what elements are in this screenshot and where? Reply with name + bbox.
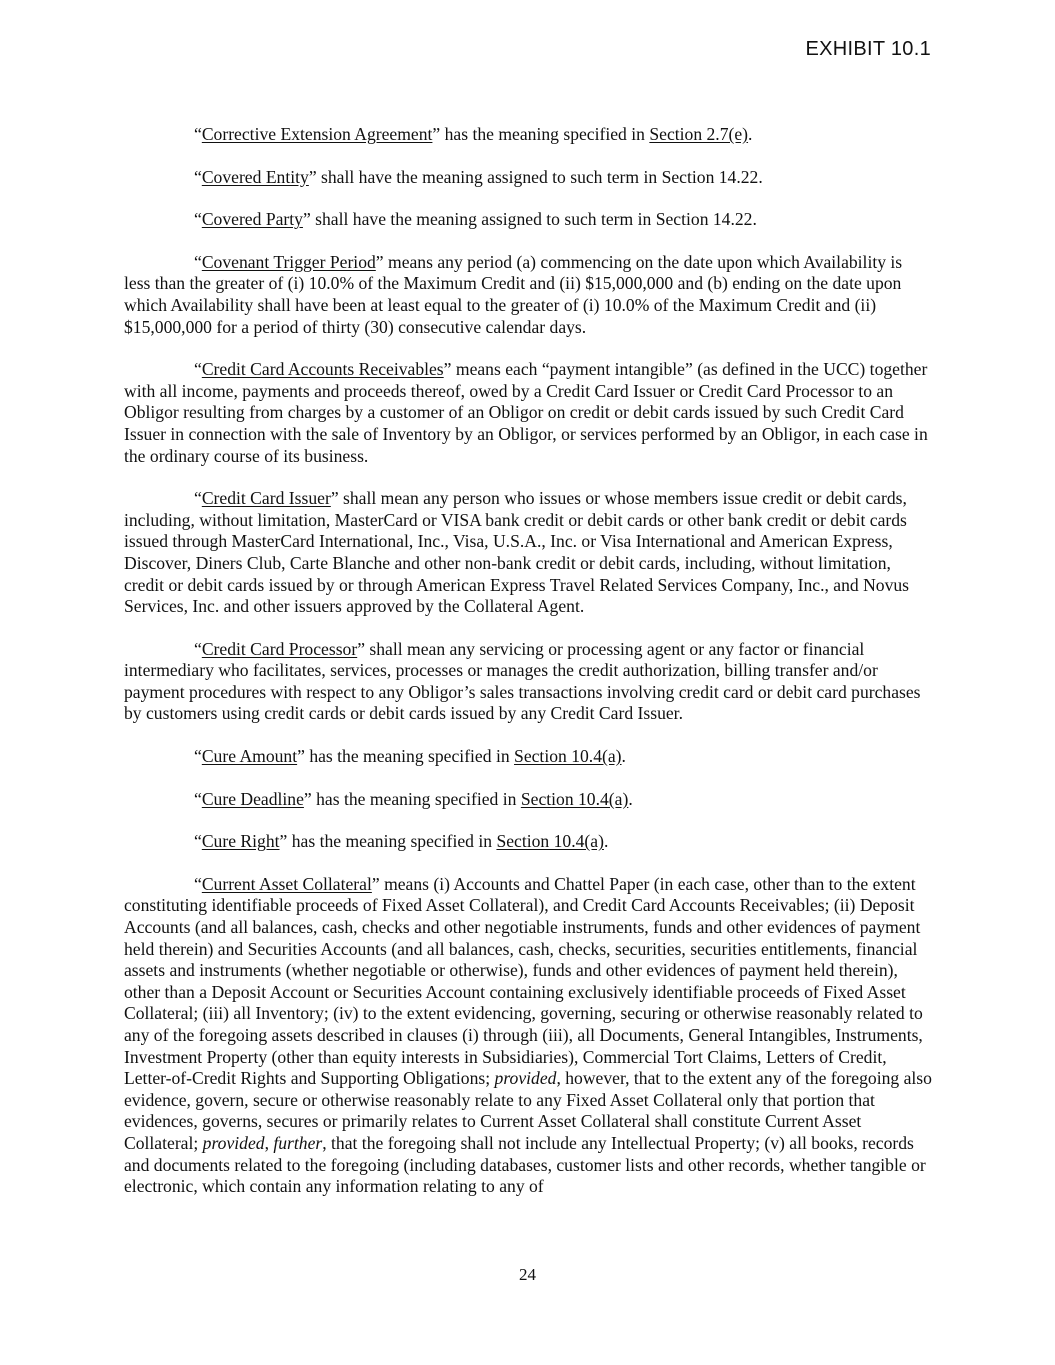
definition-current-asset-collateral: “Current Asset Collateral” means (i) Accounts and Chattel Paper (in each case, other than to the extent constituting identifiable proceeds of Fixed Asset Collateral), and Credit Card Accounts Receivables; (ii) Deposit Accounts (and all balances, cash, checks and other negotiable instruments, funds and other evidences of payment held therein) and Securities Accounts (and all balances, cash, checks, securities, securities entitlements, financial assets and instruments (whether negotiable or otherwise), funds and other evidences of payment held therein), other than a Deposit Account or Securities Account containing exclusively identifiable proceeds of Fixed Asset Collateral; (iii) all Inventory; (iv) to the extent evidencing, governing, securing or otherwise reasonably related to any of the foregoing assets described in clauses (i) through (iii), all Documents, General Intangibles, Instruments, Investment Property (other than equity interests in Subsidiaries), Commercial Tort Claims, Letters of Credit, Letter-of-Credit Rights and Supporting Obligations; provided, however, that to the extent any of the foregoing also evidence, govern, secure or otherwise reasonably relate to any Fixed Asset Collateral only that portion that evidences, governs, secures or primarily relates to Current Asset Collateral shall constitute Current Asset Collateral; provided, further, that the foregoing shall not include any Intellectual Property; (v) all books, records and documents related to the foregoing (including databases, customer lists and other records, whether tangible or electronic, which contain any information relating to any of [124, 873, 932, 1197]
section-reference: Section 2.7(e) [649, 124, 749, 144]
defined-term: Covenant Trigger Period [201, 251, 376, 272]
italic-provided: provided [202, 1132, 265, 1153]
definition-cure-amount: “Cure Amount” has the meaning specified in Section 10.4(a). [194, 746, 626, 767]
defined-term: Cure Deadline [201, 788, 304, 809]
definition-credit-card-processor: “Credit Card Processor” shall mean any servicing or processing agent or any factor or financial intermediary who facilitates, services, processes or manages the credit authorization, billing transfer and/or payment procedures with respect to any Obligor’s sales transactions involving credit card or debit card purchases by customers using credit cards or debit cards issued by any Credit Card Issuer. [124, 638, 921, 724]
section-reference: Section 10.4(a) [520, 788, 629, 809]
defined-term: Current Asset Collateral [201, 873, 372, 894]
italic-further: further [273, 1132, 323, 1153]
definition-corrective-extension-agreement: “Corrective Extension Agreement” has the meaning specified in Section 2.7(e). [194, 124, 753, 144]
defined-term: Cure Amount [201, 746, 298, 767]
defined-term: Cure Right [201, 831, 280, 852]
defined-term: Credit Card Issuer [201, 488, 331, 509]
defined-term: Credit Card Processor [201, 638, 358, 659]
definition-cure-deadline: “Cure Deadline” has the meaning specified in Section 10.4(a). [194, 788, 633, 809]
definition-covered-party: “Covered Party” shall have the meaning assigned to such term in Section 14.22. [194, 209, 757, 230]
section-reference: Section 10.4(a) [496, 831, 604, 852]
section-reference: Section 10.4(a) [514, 746, 622, 767]
italic-provided: provided [494, 1068, 557, 1089]
page-number: 24 [519, 1265, 536, 1284]
definition-covered-entity: “Covered Entity” shall have the meaning assigned to such term in Section 14.22. [194, 166, 763, 187]
definition-credit-card-accounts-receivables: “Credit Card Accounts Receivables” means each “payment intangible” (as defined in the UCC) together with all income, payments and proceeds thereof, owed by a Credit Card Issuer or Credit Card Processor to an Obligor resulting from charges by a customer of an Obligor on credit or debit cards issued by such Credit Card Issuer in connection with the sale of Inventory by an Obligor, or services performed by an Obligor, in each case in the ordinary course of its business. [124, 359, 928, 466]
exhibit-label: EXHIBIT 10.1 [805, 38, 931, 60]
defined-term: Credit Card Accounts Receivables [201, 359, 444, 380]
defined-term: Covered Entity [201, 166, 309, 187]
definitions-body [124, 124, 932, 1219]
definition-covenant-trigger-period: “Covenant Trigger Period” means any period (a) commencing on the date upon which Availability is less than the greater of (i) 10.0% of the Maximum Credit and (ii) $15,000,000 and (b) ending on the date upon which Availability shall have been at least equal to the greater of (i) 10.0% of the Maximum Credit and (ii) $15,000,000 for a period of thirty (30) consecutive calendar days. [124, 251, 903, 337]
defined-term: Covered Party [201, 209, 303, 230]
defined-term: Corrective Extension Agreement [201, 124, 433, 144]
definition-credit-card-issuer: “Credit Card Issuer” shall mean any person who issues or whose members issue credit or debit cards, including, without limitation, MasterCard or VISA bank credit or debit cards or other bank credit or debit cards issued through MasterCard International, Inc., Visa, U.S.A., Inc. or Visa International and American Express, Discover, Diners Club, Carte Blanche and other non-bank credit or debit cards, including, without limitation, credit or debit cards issued by or through American Express Travel Related Services Company, Inc., and Novus Services, Inc. and other issuers approved by the Collateral Agent. [124, 488, 910, 617]
definition-cure-right: “Cure Right” has the meaning specified in Section 10.4(a). [194, 831, 609, 852]
